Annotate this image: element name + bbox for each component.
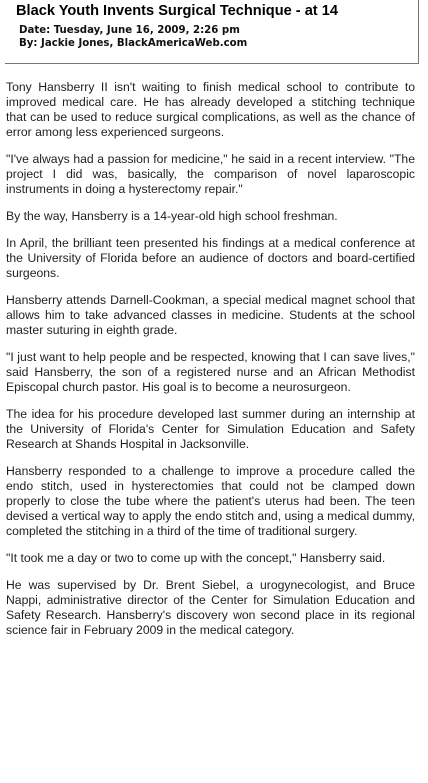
- article-body: [6, 80, 415, 650]
- paragraph-intro: Tony Hansberry II isn't waiting to finish medical school to contribute to improved medical care. He has already developed a stitching technique that can be used to reduce surgical complications, as well as the chance of error among less experienced surgeons.: [6, 80, 415, 139]
- article-header: [5, 0, 419, 64]
- paragraph-procedure: Hansberry responded to a challenge to improve a procedure called the endo stitch, used in hysterectomies that could not be clamped down properly to close the tube where the patient's uterus had been. The teen devised a vertical way to apply the endo stitch and, using a medical dummy, completed the stitching in a third of the time of traditional surgery.: [6, 464, 415, 538]
- paragraph-quote-goal: "I just want to help people and be respected, knowing that I can save lives," said Hansberry, the son of a registered nurse and an African Methodist Episcopal church pastor. His goal is to become a neurosurgeon.: [6, 350, 415, 394]
- paragraph-age: By the way, Hansberry is a 14-year-old high school freshman.: [6, 209, 338, 223]
- headline: Black Youth Invents Surgical Technique - at 14: [16, 3, 338, 19]
- paragraph-school: Hansberry attends Darnell-Cookman, a special medical magnet school that allows him to take advanced classes in medicine. Students at the school master suturing in eighth grade.: [6, 293, 415, 337]
- byline: By: Jackie Jones, BlackAmericaWeb.com: [19, 38, 248, 49]
- article-meta: [19, 24, 247, 50]
- paragraph-internship: The idea for his procedure developed last summer during an internship at the University of Florida's Center for Simulation Education and Safety Research at Shands Hospital in Jacksonville.: [6, 407, 415, 451]
- paragraph-conference: In April, the brilliant teen presented his findings at a medical conference at the University of Florida before an audience of doctors and board-certified surgeons.: [6, 236, 415, 280]
- date-line: Date: Tuesday, June 16, 2009, 2:26 pm: [19, 25, 240, 36]
- paragraph-quote-concept: "It took me a day or two to come up with the concept," Hansberry said.: [6, 551, 386, 565]
- paragraph-supervision: He was supervised by Dr. Brent Siebel, a urogynecologist, and Bruce Nappi, administrative director of the Center for Simulation Education and Safety Research. Hansberry's discovery won second place in its regional science fair in February 2009 in the medical category.: [6, 578, 415, 637]
- paragraph-quote-passion: "I've always had a passion for medicine," he said in a recent interview. "The project I did was, basically, the comparison of novel laparoscopic instruments in doing a hysterectomy repair.": [6, 152, 415, 196]
